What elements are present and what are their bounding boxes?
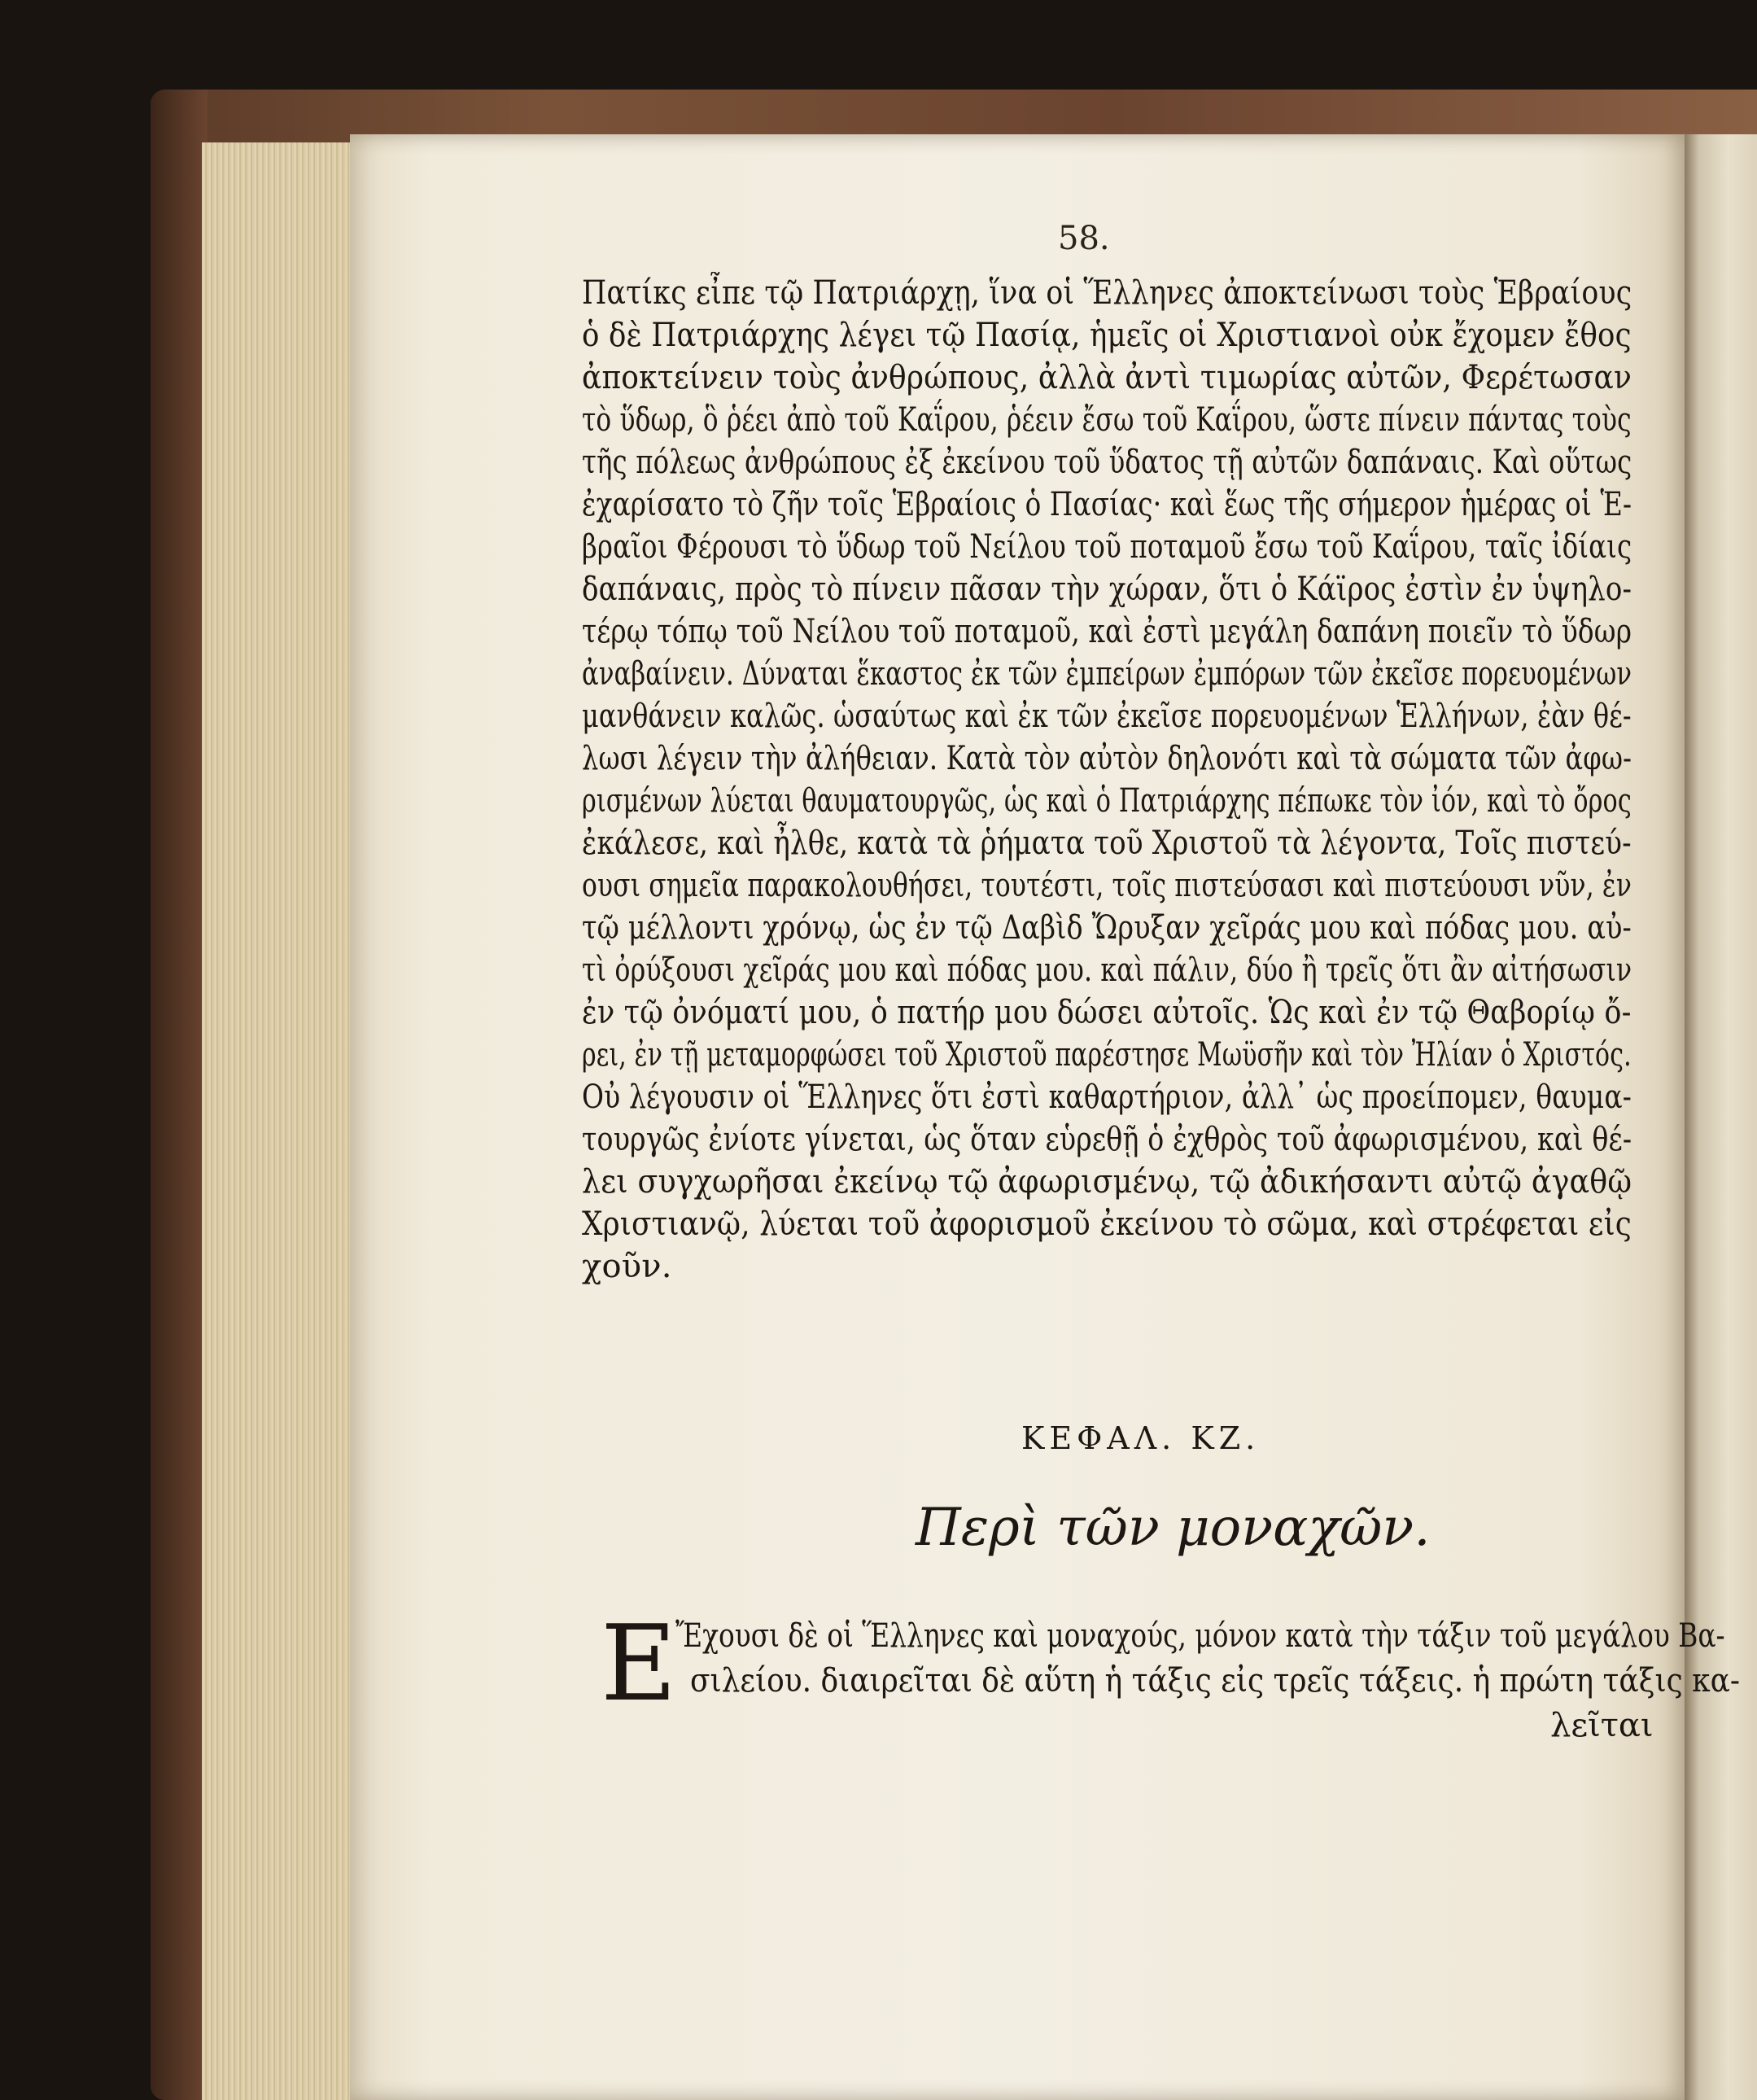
text-line: ἐχαρίσατο τὸ ζῆν τοῖς Ἑβραίοις ὁ Πασίας· καὶ ἕως τῆς σήμερον ἡμέρας οἱ Ἑ- bbox=[582, 486, 1632, 523]
text-line: χοῦν. bbox=[582, 1248, 672, 1285]
page-edges bbox=[202, 142, 356, 2100]
text-line: Χριστιανῷ, λύεται τοῦ ἀφορισμοῦ ἐκείνου τὸ σῶμα, καὶ στρέφεται εἰς bbox=[582, 1205, 1632, 1243]
text-line: ὁ δὲ Πατριάρχης λέγει τῷ Πασίᾳ, ἡμεῖς οἱ Χριστιανοὶ οὐκ ἔχομεν ἔθος bbox=[582, 317, 1632, 354]
text-line: τῷ μέλλοντι χρόνῳ, ὡς ἐν τῷ Δαβὶδ Ὤρυξαν χεῖράς μου καὶ πόδας μου. αὐ- bbox=[582, 909, 1632, 947]
text-line: Πατίκς εἶπε τῷ Πατριάρχῃ, ἵνα οἱ Ἕλληνες ἀποκτείνωσι τοὺς Ἑβραίους bbox=[582, 274, 1632, 312]
section-line: Ἔχουσι δὲ οἱ Ἕλληνες καὶ μοναχούς, μόνον κατὰ τὴν τάξιν τοῦ μεγάλου Βα- bbox=[675, 1617, 1725, 1655]
text-line: τῆς πόλεως ἀνθρώπους ἐξ ἐκείνου τοῦ ὕδατος τῇ αὐτῶν δαπάναις. Καὶ οὕτως bbox=[582, 444, 1632, 481]
text-line: τέρῳ τόπῳ τοῦ Νείλου τοῦ ποταμοῦ, καὶ ἐστὶ μεγάλη δαπάνη ποιεῖν τὸ ὕδωρ bbox=[582, 613, 1632, 650]
text-line: ρισμένων λύεται θαυματουργῶς, ὡς καὶ ὁ Πατριάρχης πέπωκε τὸν ἰόν, καὶ τὸ ὄρος bbox=[582, 782, 1632, 820]
text-line: δαπάναις, πρὸς τὸ πίνειν πᾶσαν τὴν χώραν, ὅτι ὁ Κάϊρος ἐστὶν ἐν ὑψηλο- bbox=[582, 571, 1632, 608]
text-line: τὶ ὀρύξουσι χεῖράς μου καὶ πόδας μου. καὶ πάλιν, δύο ἢ τρεῖς ὅτι ἂν αἰτήσωσιν bbox=[582, 952, 1632, 989]
chapter-title: Περὶ τῶν μοναχῶν. bbox=[916, 1498, 1431, 1558]
text-line: ουσι σημεῖα παρακολουθήσει, τουτέστι, τοῖς πιστεύσασι καὶ πιστεύουσι νῦν, ἐν bbox=[582, 867, 1632, 904]
text-line: Οὐ λέγουσιν οἱ Ἕλληνες ὅτι ἐστὶ καθαρτήριον, ἀλλ᾽ ὡς προείπομεν, θαυμα- bbox=[582, 1078, 1632, 1116]
text-line: ἀναβαίνειν. Δύναται ἕκαστος ἐκ τῶν ἐμπείρων ἐμπόρων τῶν ἐκεῖσε πορευομένων bbox=[582, 655, 1632, 693]
text-line: ἀποκτείνειν τοὺς ἀνθρώπους, ἀλλὰ ἀντὶ τιμωρίας αὐτῶν, Φερέτωσαν bbox=[582, 359, 1632, 396]
book-spine bbox=[151, 90, 208, 2100]
text-line: ἐν τῷ ὀνόματί μου, ὁ πατήρ μου δώσει αὐτοῖς. Ὡς καὶ ἐν τῷ Θαβορίῳ ὄ- bbox=[582, 994, 1632, 1031]
text-line: μανθάνειν καλῶς. ὡσαύτως καὶ ἐκ τῶν ἐκεῖσε πορευομένων Ἑλλήνων, ἐὰν θέ- bbox=[582, 698, 1632, 735]
text-line: τουργῶς ἐνίοτε γίνεται, ὡς ὅταν εὑρεθῇ ὁ ἐχθρὸς τοῦ ἀφωρισμένου, καὶ θέ- bbox=[582, 1121, 1632, 1158]
text-line: λει συγχωρῆσαι ἐκείνῳ τῷ ἀφωρισμένῳ, τῷ ἀδικήσαντι αὐτῷ ἀγαθῷ bbox=[582, 1163, 1632, 1201]
section-line: λεῖται bbox=[1550, 1707, 1654, 1744]
drop-cap: Ε bbox=[601, 1603, 677, 1725]
text-line: βραῖοι Φέρουσι τὸ ὕδωρ τοῦ Νείλου τοῦ ποταμοῦ ἔσω τοῦ Καΐρου, ταῖς ἰδίαις bbox=[582, 528, 1632, 566]
text-line: ἐκάλεσε, καὶ ἦλθε, κατὰ τὰ ῥήματα τοῦ Χριστοῦ τὰ λέγοντα, Τοῖς πιστεύ- bbox=[582, 825, 1632, 862]
text-line: ρει, ἐν τῇ μεταμορφώσει τοῦ Χριστοῦ παρέστησε Μωϋσῆν καὶ τὸν Ἠλίαν ὁ Χριστός. bbox=[582, 1036, 1632, 1074]
facing-page-edge bbox=[1685, 134, 1757, 2100]
chapter-heading: ΚΕΦΑΛ. ΚΖ. bbox=[1021, 1420, 1261, 1456]
section-line: σιλείου. διαιρεῖται δὲ αὕτη ἡ τάξις εἰς τρεῖς τάξεις. ἡ πρώτη τάξις κα- bbox=[690, 1662, 1741, 1700]
text-line: λωσι λέγειν τὴν ἀλήθειαν. Κατὰ τὸν αὐτὸν δηλονότι καὶ τὰ σώματα τῶν ἀφω- bbox=[582, 740, 1632, 777]
page-number: 58. bbox=[1058, 220, 1110, 257]
text-line: τὸ ὕδωρ, ὃ ῥέει ἀπὸ τοῦ Καΐρου, ῥέειν ἔσω τοῦ Καΐρου, ὥστε πίνειν πάντας τοὺς bbox=[582, 401, 1632, 439]
